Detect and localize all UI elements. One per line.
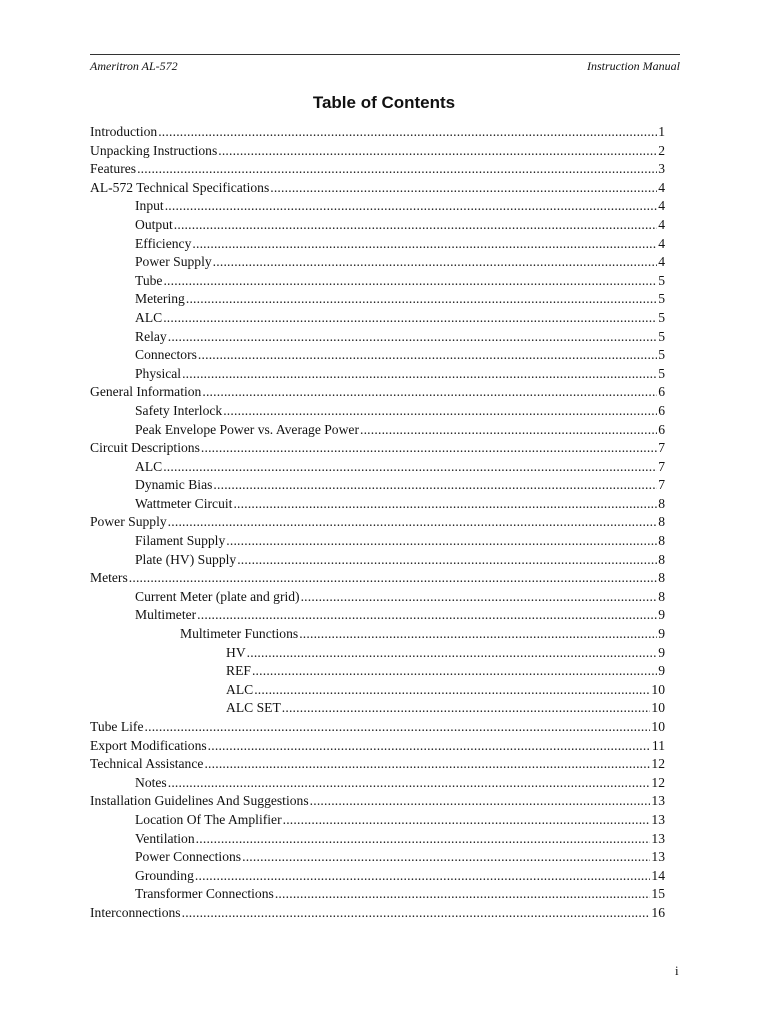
- toc-entry[interactable]: [90, 328, 665, 347]
- toc-entry-page: 9: [658, 644, 665, 660]
- toc-entry-label: Circuit Descriptions: [90, 440, 200, 456]
- toc-dot-leader: [198, 346, 657, 365]
- toc-entry-label: Technical Assistance: [90, 756, 204, 772]
- toc-entry[interactable]: [90, 699, 665, 718]
- toc-entry-label: Grounding: [135, 867, 194, 883]
- toc-entry-page: 7: [658, 477, 665, 493]
- toc-entry-page: 11: [651, 737, 665, 753]
- toc-entry-label: Peak Envelope Power vs. Average Power: [135, 421, 359, 437]
- toc-entry-page: 4: [658, 216, 665, 232]
- toc-entry-label: Physical: [135, 365, 182, 381]
- toc-entry-page: 4: [658, 235, 665, 251]
- toc-entry-page: 14: [651, 867, 665, 883]
- toc-dot-leader: [168, 774, 651, 793]
- toc-entry[interactable]: [90, 495, 665, 514]
- toc-dot-leader: [208, 737, 651, 756]
- toc-entry-page: 15: [651, 886, 665, 902]
- toc-entry-page: 13: [651, 793, 665, 809]
- toc-dot-leader: [254, 681, 650, 700]
- toc-entry-label: ALC: [135, 458, 163, 474]
- toc-entry[interactable]: [90, 774, 665, 793]
- toc-entry-label: Wattmeter Circuit: [135, 495, 233, 511]
- toc-entry[interactable]: [90, 830, 665, 849]
- toc-dot-leader: [218, 142, 657, 161]
- toc-entry[interactable]: [90, 848, 665, 867]
- toc-entry[interactable]: [90, 439, 665, 458]
- toc-dot-leader: [237, 551, 657, 570]
- header-right: Instruction Manual: [587, 59, 680, 73]
- toc-entry[interactable]: [90, 123, 665, 142]
- toc-entry[interactable]: [90, 904, 665, 923]
- toc-dot-leader: [129, 569, 657, 588]
- toc-entry-page: 13: [651, 849, 665, 865]
- toc-dot-leader: [186, 290, 657, 309]
- toc-entry-page: 8: [658, 588, 665, 604]
- toc-entry-page: 8: [658, 495, 665, 511]
- toc-entry-label: Power Supply: [135, 254, 212, 270]
- toc-entry[interactable]: [90, 718, 665, 737]
- toc-entry-label: Power Supply: [90, 514, 167, 530]
- toc-entry[interactable]: [90, 272, 665, 291]
- toc-dot-leader: [182, 365, 657, 384]
- toc-entry-page: 6: [658, 402, 665, 418]
- toc-entry-label: REF: [226, 663, 251, 679]
- toc-dot-leader: [299, 625, 657, 644]
- toc-entry[interactable]: [90, 346, 665, 365]
- toc-entry[interactable]: [90, 142, 665, 161]
- toc-dot-leader: [282, 699, 651, 718]
- toc-entry-page: 4: [658, 198, 665, 214]
- toc-entry-label: General Information: [90, 384, 202, 400]
- toc-entry-page: 9: [658, 626, 665, 642]
- toc-dot-leader: [182, 904, 651, 923]
- toc-entry[interactable]: [90, 290, 665, 309]
- toc-entry-page: 12: [651, 774, 665, 790]
- toc-entry-page: 7: [658, 440, 665, 456]
- toc-entry-label: Connectors: [135, 347, 197, 363]
- toc-entry-page: 1: [658, 124, 665, 139]
- toc-entry[interactable]: [90, 569, 665, 588]
- toc-entry-page: 9: [658, 663, 665, 679]
- toc-entry-label: Input: [135, 198, 164, 214]
- toc-entry[interactable]: [90, 402, 665, 421]
- toc-entry-label: Tube Life: [90, 719, 144, 734]
- toc-entry-label: Features: [90, 161, 137, 177]
- toc-entry-label: AL-572 Technical Specifications: [90, 179, 270, 195]
- toc-entry[interactable]: [90, 309, 665, 328]
- toc-entry-label: Dynamic Bias: [135, 477, 213, 493]
- toc-entry[interactable]: [90, 867, 665, 886]
- toc-dot-leader: [202, 383, 657, 402]
- page-title: Table of Contents: [312, 93, 456, 112]
- toc-entry[interactable]: [90, 588, 665, 607]
- toc-entry-label: HV: [226, 644, 246, 660]
- toc-entry-page: 4: [658, 254, 665, 270]
- toc-entry-page: 4: [658, 179, 665, 195]
- toc-entry[interactable]: [90, 551, 665, 570]
- toc-entry[interactable]: [90, 737, 665, 756]
- toc-entry-page: 13: [651, 830, 665, 846]
- toc-dot-leader: [270, 179, 657, 198]
- toc-entry-page: 8: [658, 514, 665, 530]
- toc-entry[interactable]: [90, 476, 665, 495]
- toc-entry-label: Safety Interlock: [135, 402, 223, 418]
- toc-dot-leader: [174, 216, 657, 235]
- toc-entry[interactable]: [90, 458, 665, 477]
- toc-entry[interactable]: [90, 885, 665, 904]
- toc-dot-leader: [252, 662, 657, 681]
- toc-entry-page: 10: [651, 681, 665, 697]
- toc-entry-label: Multimeter Functions: [180, 626, 299, 642]
- toc-entry-label: Interconnections: [90, 904, 181, 920]
- toc-entry-page: 7: [658, 458, 665, 474]
- toc-entry-page: 5: [658, 309, 665, 325]
- toc-dot-leader: [192, 235, 657, 254]
- toc-entry[interactable]: [90, 383, 665, 402]
- toc-entry[interactable]: [90, 681, 665, 700]
- toc-dot-leader: [226, 532, 657, 551]
- toc-entry-label: ALC: [226, 681, 254, 697]
- toc-dot-leader: [247, 644, 658, 663]
- toc-entry-page: 9: [658, 607, 665, 623]
- toc-entry-label: Location Of The Amplifier: [135, 811, 282, 827]
- toc-entry-label: Introduction: [90, 124, 158, 139]
- toc-dot-leader: [310, 792, 651, 811]
- toc-dot-leader: [145, 718, 651, 737]
- toc-dot-leader: [195, 867, 651, 886]
- toc-entry-label: Filament Supply: [135, 533, 226, 549]
- toc-entry-page: 8: [658, 570, 665, 586]
- toc-entry-page: 16: [651, 904, 665, 920]
- toc-entry-page: 6: [658, 421, 665, 437]
- toc-entry-page: 10: [651, 700, 665, 716]
- toc-entry-label: Export Modifications: [90, 737, 207, 753]
- toc-dot-leader: [163, 272, 657, 291]
- toc-entry-label: Power Connections: [135, 849, 242, 865]
- toc-entry[interactable]: [90, 792, 665, 811]
- toc-entry-page: 3: [658, 161, 665, 177]
- toc-entry[interactable]: [90, 253, 665, 272]
- toc-dot-leader: [201, 439, 657, 458]
- toc-dot-leader: [213, 476, 657, 495]
- toc-entry-label: Installation Guidelines And Suggestions: [90, 793, 309, 809]
- header-left: Ameritron AL-572: [90, 59, 178, 73]
- toc-dot-leader: [168, 328, 657, 347]
- toc-entry-page: 10: [651, 719, 665, 734]
- toc-entry-page: 13: [651, 811, 665, 827]
- toc-entry-label: Plate (HV) Supply: [135, 551, 237, 567]
- toc-dot-leader: [213, 253, 658, 272]
- toc-entry-page: 5: [658, 328, 665, 344]
- toc-entry[interactable]: [90, 532, 665, 551]
- toc-dot-leader: [275, 885, 651, 904]
- toc-dot-leader: [163, 309, 657, 328]
- toc-dot-leader: [204, 755, 650, 774]
- table-of-contents: [90, 123, 665, 923]
- toc-entry-page: 2: [658, 142, 665, 158]
- toc-dot-leader: [242, 848, 650, 867]
- toc-entry[interactable]: [90, 365, 665, 384]
- toc-dot-leader: [168, 513, 658, 532]
- toc-entry-label: Meters: [90, 570, 128, 586]
- toc-dot-leader: [158, 123, 657, 142]
- page-number: i: [675, 963, 679, 978]
- toc-entry-label: Transformer Connections: [135, 886, 274, 902]
- toc-entry-label: Ventilation: [135, 830, 195, 846]
- toc-entry-label: Relay: [135, 328, 167, 344]
- toc-dot-leader: [165, 197, 658, 216]
- toc-dot-leader: [360, 421, 657, 440]
- toc-entry[interactable]: [90, 197, 665, 216]
- toc-entry[interactable]: [90, 160, 665, 179]
- toc-entry-label: Notes: [135, 774, 167, 790]
- toc-entry-page: 5: [658, 291, 665, 307]
- toc-entry-label: Output: [135, 216, 173, 232]
- toc-entry-label: Multimeter: [135, 607, 197, 623]
- toc-entry[interactable]: [90, 216, 665, 235]
- toc-entry[interactable]: [90, 811, 665, 830]
- toc-entry[interactable]: [90, 235, 665, 254]
- toc-dot-leader: [283, 811, 651, 830]
- toc-entry-label: Metering: [135, 291, 185, 307]
- toc-dot-leader: [196, 830, 651, 849]
- toc-entry-page: 6: [658, 384, 665, 400]
- toc-entry[interactable]: [90, 179, 665, 198]
- toc-entry-label: Efficiency: [135, 235, 192, 251]
- toc-entry-page: 5: [658, 347, 665, 363]
- toc-entry[interactable]: [90, 625, 665, 644]
- toc-entry[interactable]: [90, 606, 665, 625]
- toc-entry-page: 8: [658, 533, 665, 549]
- running-header: [90, 54, 680, 74]
- toc-entry[interactable]: [90, 513, 665, 532]
- toc-dot-leader: [163, 458, 657, 477]
- toc-entry-label: Tube: [135, 272, 163, 288]
- toc-entry-page: 5: [658, 272, 665, 288]
- toc-dot-leader: [223, 402, 657, 421]
- toc-dot-leader: [197, 606, 657, 625]
- toc-entry[interactable]: [90, 644, 665, 663]
- toc-dot-leader: [233, 495, 657, 514]
- toc-entry-label: Current Meter (plate and grid): [135, 588, 300, 604]
- toc-entry[interactable]: [90, 755, 665, 774]
- toc-entry-page: 12: [651, 756, 665, 772]
- toc-dot-leader: [301, 588, 658, 607]
- toc-entry-label: ALC SET: [226, 700, 281, 716]
- toc-entry-label: Unpacking Instructions: [90, 142, 218, 158]
- toc-entry-page: 8: [658, 551, 665, 567]
- toc-entry-label: ALC: [135, 309, 163, 325]
- toc-entry[interactable]: [90, 662, 665, 681]
- toc-entry-page: 5: [658, 365, 665, 381]
- toc-entry[interactable]: [90, 421, 665, 440]
- toc-dot-leader: [137, 160, 657, 179]
